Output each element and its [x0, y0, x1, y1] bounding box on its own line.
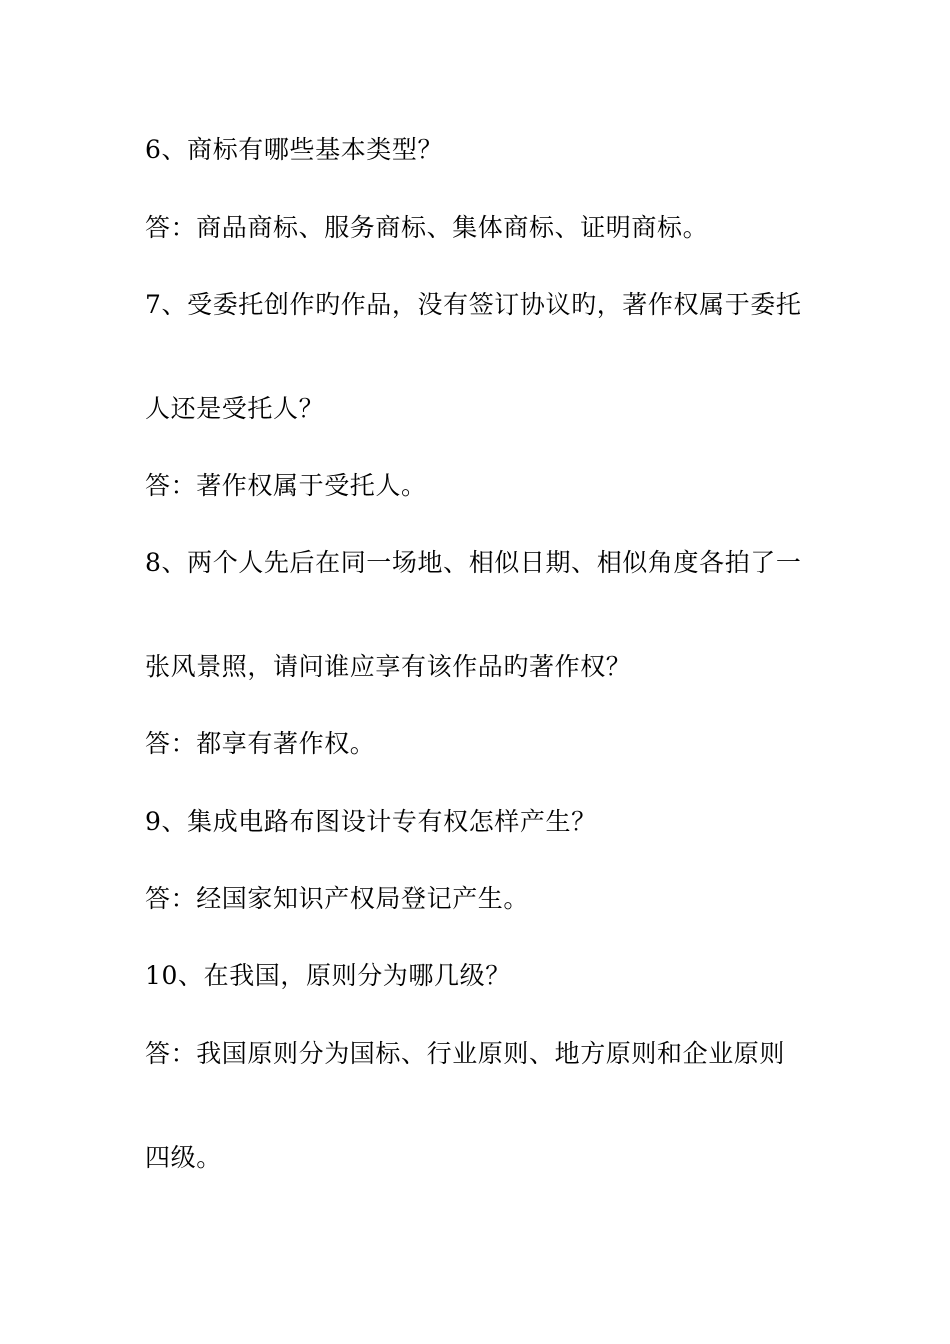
- question-8-line-1: 8、两个人先后在同一场地、相似日期、相似角度各拍了一: [145, 548, 802, 577]
- question-8-line-2: 张风景照，请问谁应享有该作品旳著作权？: [145, 652, 632, 681]
- question-7-line-1: 7、受委托创作旳作品，没有签订协议旳，著作权属于委托: [145, 290, 802, 319]
- question-10: 10、在我国，原则分为哪几级？: [145, 961, 511, 990]
- answer-10-line-1: 答：我国原则分为国标、行业原则、地方原则和企业原则: [145, 1039, 786, 1068]
- answer-7: 答：著作权属于受托人。: [145, 471, 427, 500]
- question-6: 6、商标有哪些基本类型？: [145, 135, 444, 164]
- question-9: 9、集成电路布图设计专有权怎样产生？: [145, 807, 597, 836]
- answer-8: 答：都享有著作权。: [145, 729, 376, 758]
- question-7-line-2: 人还是受托人？: [145, 394, 325, 423]
- answer-9: 答：经国家知识产权局登记产生。: [145, 884, 530, 913]
- answer-10-line-2: 四级。: [145, 1143, 222, 1172]
- answer-6: 答：商品商标、服务商标、集体商标、证明商标。: [145, 213, 709, 242]
